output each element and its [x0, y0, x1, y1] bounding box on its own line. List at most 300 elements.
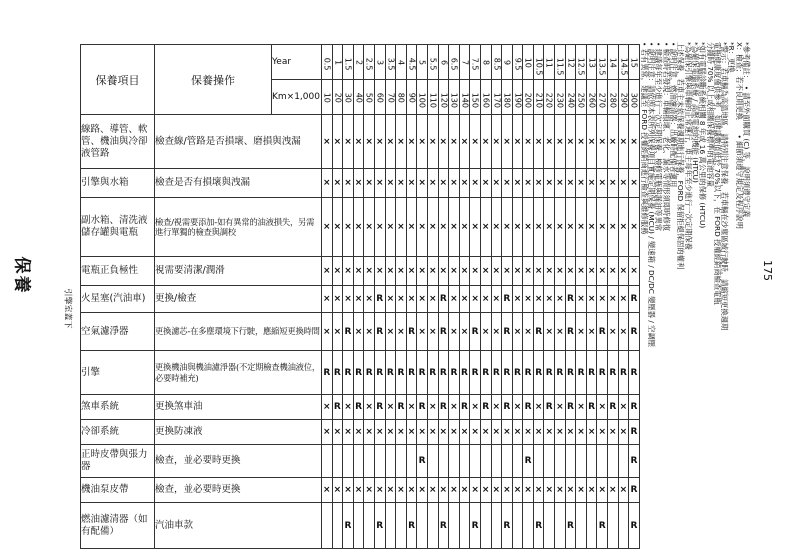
interval-mark: ×: [459, 420, 470, 445]
interval-mark: ×: [449, 257, 460, 286]
year-interval: [427, 45, 438, 80]
interval-mark: ×: [396, 115, 407, 169]
interval-mark: [385, 503, 396, 549]
row-item: 正時皮帶與張力器: [81, 445, 155, 478]
interval-mark: ×: [533, 257, 544, 286]
interval-mark: [608, 503, 619, 549]
interval-mark: [544, 445, 555, 478]
schedule-row: [81, 169, 640, 198]
km-interval: [374, 80, 385, 115]
interval-mark: [544, 503, 555, 549]
interval-mark: ×: [374, 420, 385, 445]
interval-mark: ×: [459, 257, 470, 286]
interval-mark: ×: [523, 286, 534, 313]
km-value: 230: [555, 92, 565, 108]
footnote-line: *如有電腦診斷系統相關 8 年或 16 萬公里的保修 (HTCU): [698, 42, 708, 229]
interval-mark: ×: [385, 313, 396, 351]
km-value: 190: [512, 92, 522, 108]
interval-mark: R: [332, 395, 343, 420]
interval-mark: ×: [491, 169, 502, 198]
interval-mark: ×: [533, 286, 544, 313]
interval-mark: [449, 503, 460, 549]
interval-mark: ×: [565, 257, 576, 286]
row-operation: 更換防凍液: [155, 420, 322, 445]
interval-mark: ×: [555, 169, 566, 198]
year-interval: [491, 45, 502, 80]
km-interval: [480, 80, 491, 115]
interval-mark: R: [502, 503, 513, 549]
interval-mark: ×: [608, 198, 619, 257]
interval-mark: ×: [544, 198, 555, 257]
row-operation: 檢查線/管路是否損壞、磨損與洩漏: [155, 115, 322, 169]
interval-mark: ×: [533, 115, 544, 169]
km-interval: [396, 80, 407, 115]
interval-mark: [396, 445, 407, 478]
interval-mark: R: [512, 351, 523, 395]
interval-mark: ×: [417, 169, 428, 198]
interval-mark: ×: [459, 286, 470, 313]
interval-mark: ×: [385, 286, 396, 313]
year-interval: [586, 45, 597, 80]
interval-mark: ×: [565, 198, 576, 257]
km-value: 80: [396, 92, 406, 103]
km-value: 290: [618, 92, 628, 108]
year-interval: [629, 45, 640, 80]
interval-mark: R: [480, 351, 491, 395]
schedule-row: [81, 286, 640, 313]
interval-mark: ×: [597, 169, 608, 198]
km-value: 210: [534, 92, 544, 108]
interval-mark: ×: [480, 257, 491, 286]
interval-mark: ×: [480, 169, 491, 198]
year-interval: [597, 45, 608, 80]
interval-mark: ×: [417, 286, 428, 313]
interval-mark: [406, 445, 417, 478]
interval-mark: ×: [555, 420, 566, 445]
interval-mark: ×: [417, 478, 428, 503]
interval-mark: ×: [343, 169, 354, 198]
interval-mark: ×: [533, 478, 544, 503]
km-interval: [406, 80, 417, 115]
interval-mark: ×: [353, 169, 364, 198]
interval-mark: R: [555, 351, 566, 395]
year-interval: [555, 45, 566, 80]
interval-mark: ×: [332, 286, 343, 313]
interval-mark: ×: [608, 478, 619, 503]
year-value: 10.5: [534, 57, 544, 76]
interval-mark: ×: [512, 420, 523, 445]
interval-mark: ×: [406, 257, 417, 286]
km-interval: [322, 80, 333, 115]
interval-mark: ×: [343, 420, 354, 445]
interval-mark: ×: [544, 286, 555, 313]
interval-mark: R: [406, 313, 417, 351]
interval-mark: R: [576, 351, 587, 395]
row-operation: 更換機油與機油濾淨器(不定期檢查機油液位，必要時補充): [155, 351, 322, 395]
interval-mark: [618, 445, 629, 478]
year-interval: [322, 45, 333, 80]
year-interval: [480, 45, 491, 80]
interval-mark: ×: [332, 169, 343, 198]
year-interval: [417, 45, 428, 80]
interval-mark: R: [629, 420, 640, 445]
interval-mark: ×: [470, 169, 481, 198]
interval-mark: ×: [396, 286, 407, 313]
interval-mark: ×: [512, 286, 523, 313]
schedule-row: [81, 313, 640, 351]
interval-mark: R: [618, 351, 629, 395]
interval-mark: R: [491, 351, 502, 395]
interval-mark: ×: [618, 420, 629, 445]
interval-mark: ×: [544, 313, 555, 351]
interval-mark: ×: [374, 198, 385, 257]
interval-mark: R: [544, 395, 555, 420]
km-interval: [343, 80, 354, 115]
row-item: 線路、導管、軟管、機油與冷卻液管路: [81, 115, 155, 169]
km-interval: [533, 80, 544, 115]
interval-mark: [459, 445, 470, 478]
interval-mark: [512, 503, 523, 549]
year-value: 7: [460, 59, 470, 65]
interval-mark: ×: [449, 286, 460, 313]
interval-mark: ×: [597, 420, 608, 445]
interval-mark: R: [470, 313, 481, 351]
year-value: 13.5: [597, 57, 607, 76]
interval-mark: ×: [353, 115, 364, 169]
interval-mark: ×: [502, 198, 513, 257]
interval-mark: ×: [491, 257, 502, 286]
interval-mark: [343, 445, 354, 478]
interval-mark: [491, 503, 502, 549]
interval-mark: ×: [618, 198, 629, 257]
year-interval: [438, 45, 449, 80]
interval-mark: ×: [502, 115, 513, 169]
interval-mark: ×: [586, 478, 597, 503]
km-value: 180: [502, 92, 512, 108]
year-value: 9: [502, 59, 512, 65]
interval-mark: R: [343, 351, 354, 395]
interval-mark: ×: [555, 286, 566, 313]
km-value: 200: [523, 92, 533, 108]
interval-mark: ×: [576, 420, 587, 445]
interval-mark: ×: [459, 169, 470, 198]
interval-mark: R: [533, 503, 544, 549]
interval-mark: ×: [343, 286, 354, 313]
year-value: 2.5: [364, 57, 374, 70]
interval-mark: ×: [491, 478, 502, 503]
km-interval: [332, 80, 343, 115]
interval-mark: ×: [459, 198, 470, 257]
year-interval: [406, 45, 417, 80]
interval-mark: ×: [364, 257, 375, 286]
interval-mark: ×: [576, 313, 587, 351]
row-item: 煞車系統: [81, 395, 155, 420]
interval-mark: [618, 503, 629, 549]
year-value: 11.5: [555, 57, 565, 76]
interval-mark: ×: [470, 115, 481, 169]
interval-mark: [480, 503, 491, 549]
km-interval: [385, 80, 396, 115]
interval-mark: ×: [322, 286, 333, 313]
interval-mark: ×: [332, 257, 343, 286]
km-interval: [364, 80, 375, 115]
interval-mark: [608, 445, 619, 478]
interval-mark: [555, 503, 566, 549]
interval-mark: R: [343, 503, 354, 549]
interval-mark: ×: [555, 257, 566, 286]
interval-mark: ×: [364, 420, 375, 445]
interval-mark: ×: [406, 286, 417, 313]
interval-mark: ×: [523, 313, 534, 351]
interval-mark: ×: [353, 286, 364, 313]
interval-mark: ×: [449, 478, 460, 503]
footnote-line: 電瓶健康度僅供參考，如建議數值低於 70%以下，在 FORD 授權經銷商檢查電瓶: [712, 42, 722, 305]
year-value: 13: [587, 57, 597, 68]
interval-mark: R: [565, 503, 576, 549]
km-interval: [565, 80, 576, 115]
year-value: 12.5: [576, 57, 586, 76]
interval-mark: ×: [322, 198, 333, 257]
interval-mark: R: [597, 503, 608, 549]
km-value: 150: [470, 92, 480, 108]
row-item: 引擎: [81, 351, 155, 395]
interval-mark: ×: [332, 420, 343, 445]
interval-mark: ×: [491, 313, 502, 351]
interval-mark: ×: [491, 395, 502, 420]
interval-mark: ×: [586, 286, 597, 313]
interval-mark: ×: [470, 395, 481, 420]
interval-mark: [480, 445, 491, 478]
year-value: 4.5: [407, 57, 417, 70]
interval-mark: ×: [502, 420, 513, 445]
schedule-row: [81, 257, 640, 286]
interval-mark: ×: [618, 115, 629, 169]
interval-mark: ×: [597, 478, 608, 503]
interval-mark: ×: [608, 257, 619, 286]
interval-mark: R: [523, 351, 534, 395]
row-item: 空氣濾淨器: [81, 313, 155, 351]
year-interval: [385, 45, 396, 80]
interval-mark: ×: [523, 169, 534, 198]
interval-mark: R: [533, 313, 544, 351]
interval-mark: R: [586, 395, 597, 420]
interval-mark: R: [449, 351, 460, 395]
interval-mark: R: [385, 351, 396, 395]
interval-mark: ×: [449, 420, 460, 445]
interval-mark: ×: [385, 395, 396, 420]
km-value: 240: [565, 92, 575, 108]
year-interval: [343, 45, 354, 80]
km-interval: [555, 80, 566, 115]
maintenance-schedule-table: [80, 44, 640, 549]
footnote-line: X：檢查；若不良則更換 • 細節須遵守規定及程序說明: [734, 42, 744, 229]
interval-mark: ×: [502, 257, 513, 286]
interval-mark: ×: [343, 115, 354, 169]
interval-mark: ×: [502, 478, 513, 503]
interval-mark: ×: [629, 169, 640, 198]
interval-mark: ×: [544, 478, 555, 503]
interval-mark: ×: [364, 115, 375, 169]
row-operation: 檢查，並必要時更換: [155, 478, 322, 503]
year-value: 4: [396, 59, 406, 65]
year-value: 2: [354, 59, 364, 65]
interval-mark: ×: [396, 420, 407, 445]
interval-mark: ×: [364, 313, 375, 351]
interval-mark: ×: [406, 198, 417, 257]
row-item: 機油泵皮帶: [81, 478, 155, 503]
schedule-row: [81, 115, 640, 169]
interval-mark: ×: [438, 169, 449, 198]
interval-mark: [533, 445, 544, 478]
interval-mark: ×: [449, 198, 460, 257]
interval-mark: ×: [629, 257, 640, 286]
year-interval: [565, 45, 576, 80]
km-interval: [438, 80, 449, 115]
year-interval: [618, 45, 629, 80]
interval-mark: ×: [364, 395, 375, 420]
year-interval: [523, 45, 534, 80]
interval-mark: ×: [544, 169, 555, 198]
interval-mark: R: [374, 351, 385, 395]
row-item: 電瓶正負極性: [81, 257, 155, 286]
interval-mark: [449, 445, 460, 478]
year-value: 8: [481, 59, 491, 65]
interval-mark: ×: [427, 257, 438, 286]
km-interval: [629, 80, 640, 115]
interval-mark: ×: [459, 115, 470, 169]
interval-mark: ×: [406, 169, 417, 198]
interval-mark: R: [565, 351, 576, 395]
footnotes: [641, 42, 751, 532]
year-interval: [502, 45, 513, 80]
km-value: 90: [407, 92, 417, 103]
interval-mark: [332, 503, 343, 549]
page-number: 175: [760, 259, 774, 281]
interval-mark: ×: [417, 198, 428, 257]
footnote-line: *警示：若車輛為高溫地區，請特別注意保養，若車輛在沙塵區域行駛時，請縮短更換週期: [720, 42, 730, 331]
interval-mark: ×: [576, 115, 587, 169]
interval-mark: R: [343, 313, 354, 351]
interval-mark: ×: [618, 478, 629, 503]
interval-mark: [427, 445, 438, 478]
interval-mark: ×: [480, 198, 491, 257]
interval-mark: [470, 445, 481, 478]
km-interval: [512, 80, 523, 115]
interval-mark: ×: [555, 395, 566, 420]
interval-mark: ×: [406, 420, 417, 445]
interval-mark: ×: [586, 198, 597, 257]
interval-mark: ×: [597, 257, 608, 286]
interval-mark: ×: [629, 198, 640, 257]
interval-mark: ×: [470, 198, 481, 257]
header-operation: 保養操作: [155, 45, 272, 115]
km-interval: [586, 80, 597, 115]
km-value: 260: [587, 92, 597, 108]
interval-mark: ×: [491, 420, 502, 445]
interval-mark: ×: [427, 420, 438, 445]
interval-mark: ×: [608, 420, 619, 445]
interval-mark: ×: [438, 115, 449, 169]
km-interval: [544, 80, 555, 115]
interval-mark: ×: [406, 115, 417, 169]
interval-mark: [459, 503, 470, 549]
interval-mark: ×: [364, 198, 375, 257]
interval-mark: R: [417, 395, 428, 420]
year-value: 14.5: [618, 57, 628, 76]
interval-mark: ×: [533, 395, 544, 420]
km-value: 30: [343, 92, 353, 103]
interval-mark: R: [544, 351, 555, 395]
interval-mark: ×: [555, 478, 566, 503]
interval-mark: R: [565, 286, 576, 313]
year-interval: [364, 45, 375, 80]
year-interval: [470, 45, 481, 80]
interval-mark: [586, 503, 597, 549]
km-value: 300: [629, 92, 639, 108]
interval-mark: ×: [396, 478, 407, 503]
interval-mark: ×: [332, 478, 343, 503]
km-interval: [417, 80, 428, 115]
interval-mark: ×: [353, 257, 364, 286]
interval-mark: ×: [322, 257, 333, 286]
interval-mark: ×: [523, 420, 534, 445]
km-value: 40: [354, 92, 364, 103]
header-km-label: Km×1,000: [272, 80, 322, 115]
year-interval: [544, 45, 555, 80]
row-operation: 汽油車款: [155, 503, 322, 549]
footnote-line: *參考備註： • 請至外面購買 (C) 等，說明須遵守定義: [742, 42, 751, 218]
km-interval: [597, 80, 608, 115]
header-item: 保養項目: [81, 45, 155, 115]
interval-mark: R: [353, 395, 364, 420]
year-value: 12: [565, 57, 575, 68]
interval-mark: ×: [502, 169, 513, 198]
interval-mark: R: [438, 286, 449, 313]
interval-mark: ×: [597, 198, 608, 257]
interval-mark: ×: [480, 420, 491, 445]
schedule-row: [81, 198, 640, 257]
year-value: 3.5: [385, 57, 395, 70]
interval-mark: ×: [364, 169, 375, 198]
interval-mark: ×: [385, 420, 396, 445]
interval-mark: [427, 503, 438, 549]
schedule-row: [81, 395, 640, 420]
km-interval: [576, 80, 587, 115]
year-value: 15: [629, 57, 639, 68]
interval-mark: [502, 445, 513, 478]
interval-mark: ×: [322, 420, 333, 445]
row-item: 副水箱、清洗液儲存罐與電瓶: [81, 198, 155, 257]
interval-mark: R: [374, 395, 385, 420]
interval-mark: ×: [629, 115, 640, 169]
interval-mark: [353, 503, 364, 549]
interval-mark: R: [608, 351, 619, 395]
interval-mark: ×: [480, 478, 491, 503]
interval-mark: ×: [586, 115, 597, 169]
interval-mark: ×: [544, 257, 555, 286]
interval-mark: ×: [322, 395, 333, 420]
interval-mark: ×: [449, 313, 460, 351]
interval-mark: [576, 503, 587, 549]
km-interval: [491, 80, 502, 115]
interval-mark: ×: [427, 115, 438, 169]
interval-mark: ×: [533, 169, 544, 198]
schedule-row: [81, 478, 640, 503]
row-item: 火星塞(汽油車): [81, 286, 155, 313]
interval-mark: [332, 445, 343, 478]
interval-mark: [565, 445, 576, 478]
interval-mark: ×: [618, 169, 629, 198]
